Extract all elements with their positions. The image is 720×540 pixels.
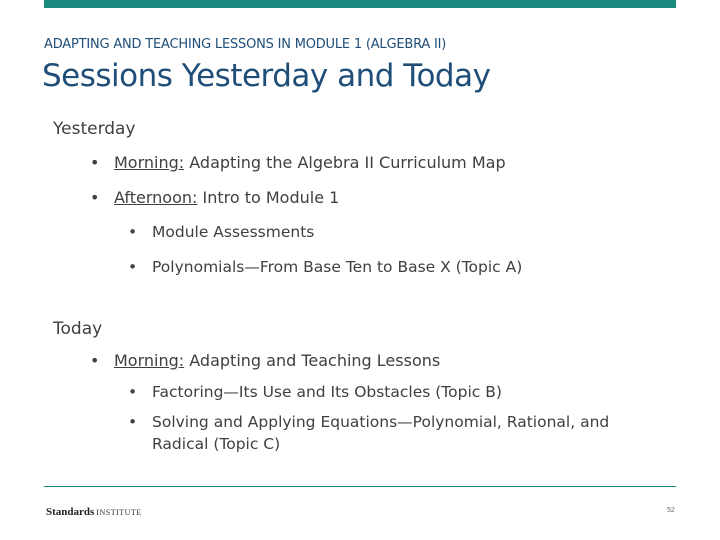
- today-heading: Today: [53, 319, 103, 339]
- yesterday-heading: Yesterday: [53, 119, 136, 139]
- slide-title: Sessions Yesterday and Today: [42, 58, 491, 94]
- logo-sub: INSTITUTE: [96, 508, 142, 517]
- sub-item-text: Polynomials—From Base Ten to Base X (Topic A): [152, 258, 523, 276]
- standards-institute-logo: [46, 505, 142, 519]
- today-sub-item: [128, 381, 502, 403]
- logo-word: Standards: [46, 506, 95, 518]
- sub-item-text: Solving and Applying Equations—Polynomial, Rational, and: [152, 413, 610, 431]
- today-sub-item: [128, 411, 609, 455]
- today-morning-item: [90, 350, 440, 372]
- bullet-icon: •: [90, 351, 100, 370]
- sub-item-text: Module Assessments: [152, 223, 315, 241]
- footer-divider: [44, 486, 676, 487]
- yesterday-sub-item: [128, 221, 314, 243]
- top-accent-bar: [44, 0, 676, 8]
- afternoon-label: Afternoon:: [114, 188, 198, 207]
- afternoon-text: Intro to Module 1: [197, 188, 340, 207]
- bullet-icon: •: [128, 413, 138, 431]
- morning-label: Morning:: [114, 351, 185, 370]
- bullet-icon: •: [90, 153, 100, 172]
- yesterday-afternoon-item: [90, 187, 339, 209]
- bullet-icon: •: [90, 188, 100, 207]
- bullet-icon: •: [128, 383, 138, 401]
- bullet-icon: •: [128, 223, 138, 241]
- bullet-icon: •: [128, 258, 138, 276]
- morning-label: Morning:: [114, 153, 185, 172]
- yesterday-morning-item: [90, 152, 506, 174]
- page-number: 52: [667, 507, 675, 514]
- morning-text: Adapting the Algebra II Curriculum Map: [184, 153, 506, 172]
- slide-kicker: ADAPTING AND TEACHING LESSONS IN MODULE 1 (ALGEBRA II): [44, 37, 447, 52]
- sub-item-text: Factoring—Its Use and Its Obstacles (Topic B): [152, 383, 502, 401]
- yesterday-sub-item: [128, 256, 522, 278]
- morning-text: Adapting and Teaching Lessons: [184, 351, 441, 370]
- sub-item-continuation: Radical (Topic C): [152, 435, 281, 453]
